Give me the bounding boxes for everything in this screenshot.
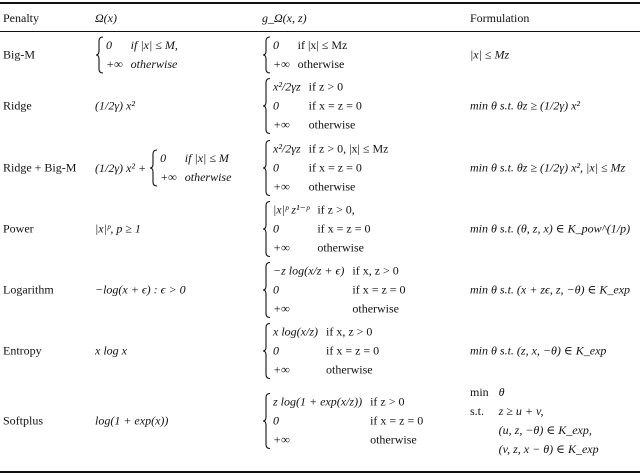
- header-omega: Ω(x): [95, 11, 117, 25]
- omega-cell: [95, 99, 138, 114]
- case-expression: 0: [160, 151, 167, 165]
- case-expression: −z log(x/z + ϵ): [273, 263, 345, 278]
- cases-grid: [271, 140, 388, 197]
- formulation-grid: [470, 383, 599, 459]
- g-cell: [262, 323, 379, 380]
- formulation: min θ s.t. θz ≥ (1/2γ) x², |x| ≤ Mz: [470, 160, 626, 175]
- case-expression: +∞: [273, 240, 290, 255]
- case-condition: otherwise: [297, 57, 345, 71]
- case-expression: +∞: [273, 57, 290, 71]
- g-cell: [262, 393, 423, 450]
- omega-expression: |x|ᵖ, p ≥ 1: [95, 221, 141, 236]
- case-expression: x²/2γz: [273, 141, 301, 156]
- case-condition: if x = z = 0: [308, 160, 362, 175]
- case-condition: if |x| ≤ M,: [130, 38, 178, 52]
- case-condition: if z > 0: [370, 394, 405, 409]
- case-condition: otherwise: [325, 362, 373, 377]
- case-expression: 0: [273, 282, 279, 297]
- omega-cell: [95, 149, 231, 187]
- omega-cell: [95, 36, 178, 74]
- case-expression: +∞: [160, 170, 177, 184]
- brace-icon: [262, 323, 271, 380]
- omega-expression: (1/2γ) x² +: [95, 160, 147, 175]
- g-cell: [262, 201, 371, 258]
- case-expression: +∞: [273, 117, 290, 132]
- case-expression: +∞: [273, 362, 290, 377]
- penalty-name: Power: [3, 221, 34, 236]
- header-g: g_Ω(x, z): [262, 11, 307, 25]
- case-condition: if z > 0,: [317, 202, 355, 217]
- formulation-keyword: [470, 440, 489, 459]
- top-rule: [0, 2, 640, 4]
- formulation: |x| ≤ Mz: [470, 47, 510, 62]
- case-expression: 0: [273, 38, 279, 52]
- cases-grid: [158, 149, 231, 187]
- formulation-keyword: s.t.: [470, 404, 485, 418]
- header-penalty: Penalty: [3, 11, 39, 25]
- case-condition: if x = z = 0: [317, 221, 371, 236]
- formulation: min θ s.t. θz ≥ (1/2γ) x²: [470, 98, 581, 113]
- cases-block: [262, 36, 347, 74]
- case-condition: otherwise: [308, 117, 356, 132]
- penalty-name: Ridge + Big-M: [3, 160, 77, 175]
- cases-block: [262, 140, 388, 197]
- case-expression: x log(x/z): [273, 324, 318, 339]
- case-expression: 0: [273, 413, 279, 428]
- case-condition: if x, z > 0: [352, 263, 399, 278]
- case-condition: otherwise: [130, 57, 178, 71]
- omega-expression: log(1 + exp(x)): [95, 413, 169, 428]
- formulation-keyword: [470, 421, 489, 440]
- cases-grid: [271, 78, 362, 135]
- case-expression: +∞: [106, 57, 123, 71]
- cases-block: [262, 78, 362, 135]
- cases-grid: [104, 36, 178, 74]
- formulation-keyword: min: [470, 385, 489, 399]
- cases-block: [149, 149, 231, 187]
- case-expression: 0: [273, 98, 279, 113]
- omega-expression: −log(x + ϵ) : ϵ > 0: [95, 282, 186, 297]
- penalty-name: Softplus: [3, 413, 44, 428]
- case-condition: if |x| ≤ M: [184, 151, 229, 165]
- brace-icon: [95, 36, 104, 74]
- cases-block: [262, 323, 379, 380]
- case-expression: +∞: [273, 301, 290, 316]
- penalty-name: Entropy: [3, 343, 42, 358]
- brace-icon: [262, 140, 271, 197]
- cases-grid: [271, 36, 347, 74]
- cases-grid: [271, 201, 371, 258]
- brace-icon: [149, 149, 158, 187]
- case-expression: 0: [273, 160, 279, 175]
- penalty-name: Ridge: [3, 98, 32, 113]
- g-cell: [262, 262, 406, 319]
- case-condition: if z > 0, |x| ≤ Mz: [308, 141, 389, 156]
- cases-grid: [271, 323, 379, 380]
- case-condition: if x = z = 0: [370, 413, 424, 428]
- case-condition: otherwise: [370, 432, 417, 447]
- case-expression: +∞: [273, 432, 290, 447]
- bottom-rule: [0, 471, 640, 473]
- case-condition: if |x| ≤ Mz: [297, 38, 348, 52]
- omega-cell: [95, 344, 130, 359]
- case-expression: 0: [106, 38, 112, 52]
- case-condition: if x = z = 0: [308, 98, 362, 113]
- g-cell: [262, 36, 347, 74]
- brace-icon: [262, 262, 271, 319]
- case-condition: if x = z = 0: [352, 282, 406, 297]
- penalty-name: Big-M: [3, 47, 36, 62]
- formulation-line: (v, z, x − θ) ∈ K_exp: [498, 442, 599, 456]
- omega-cell: [95, 222, 144, 237]
- case-expression: 0: [273, 343, 279, 358]
- omega-expression: x log x: [95, 343, 127, 358]
- case-condition: otherwise: [308, 179, 356, 194]
- brace-icon: [262, 36, 271, 74]
- formulation: [470, 383, 599, 459]
- omega-cell: [95, 283, 189, 298]
- formulation: min θ s.t. (z, x, −θ) ∈ K_exp: [470, 343, 607, 358]
- cases-grid: [271, 262, 406, 319]
- penalty-name: Logarithm: [3, 282, 54, 297]
- case-condition: if x = z = 0: [325, 343, 380, 358]
- omega-expression: (1/2γ) x²: [95, 98, 135, 113]
- brace-icon: [262, 78, 271, 135]
- formulation: min θ s.t. (θ, z, x) ∈ K_pow^(1/p): [470, 221, 631, 236]
- case-expression: +∞: [273, 179, 290, 194]
- case-condition: if x, z > 0: [325, 324, 373, 339]
- case-expression: x²/2γz: [273, 79, 301, 94]
- g-cell: [262, 140, 388, 197]
- brace-icon: [262, 393, 271, 450]
- omega-cell: [95, 414, 171, 429]
- case-expression: z log(1 + exp(x/z)): [273, 394, 363, 409]
- g-cell: [262, 78, 362, 135]
- case-condition: otherwise: [184, 170, 232, 184]
- cases-block: [262, 262, 406, 319]
- case-condition: otherwise: [352, 301, 400, 316]
- case-expression: |x|ᵖ z¹⁻ᵖ: [273, 202, 310, 217]
- formulation: min θ s.t. (x + zϵ, z, −θ) ∈ K_exp: [470, 282, 631, 297]
- formulation-line: θ: [498, 385, 505, 399]
- header-formulation: Formulation: [470, 11, 530, 25]
- case-expression: 0: [273, 221, 279, 236]
- brace-icon: [262, 201, 271, 258]
- case-condition: otherwise: [317, 240, 364, 255]
- formulation-line: (u, z, −θ) ∈ K_exp,: [498, 423, 592, 437]
- case-condition: if z > 0: [308, 79, 344, 94]
- cases-block: [262, 393, 423, 450]
- cases-block: [95, 36, 178, 74]
- cases-grid: [271, 393, 423, 450]
- formulation-line: z ≥ u + v,: [498, 404, 544, 418]
- header-rule: [0, 31, 640, 32]
- cases-block: [262, 201, 371, 258]
